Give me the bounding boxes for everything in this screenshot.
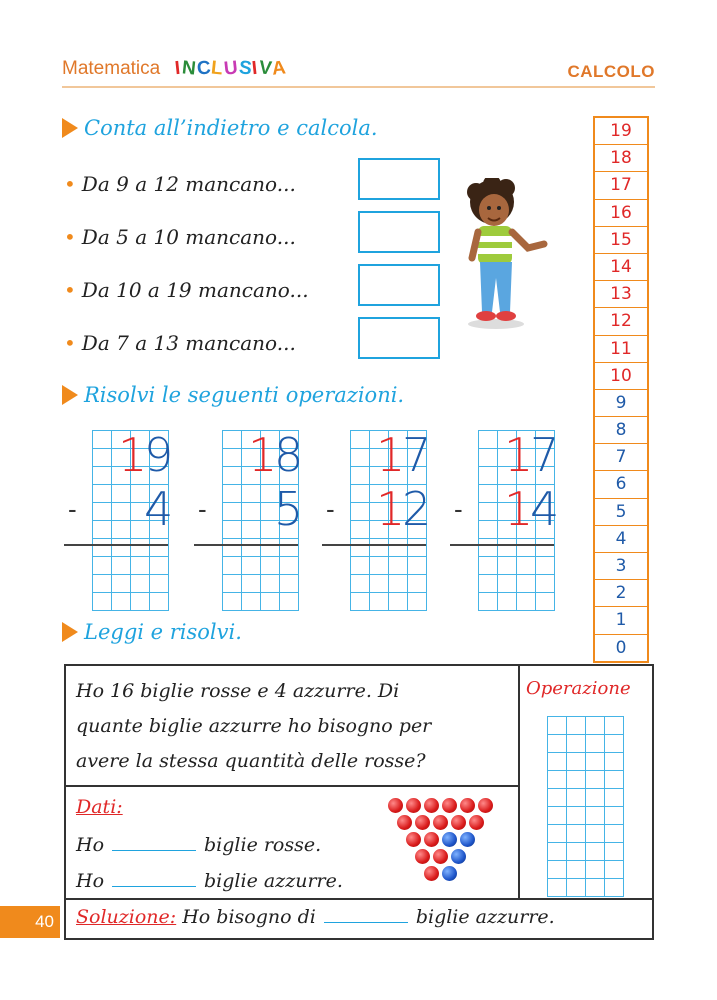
units-digit: 8: [274, 428, 304, 482]
blue-marble: [442, 832, 457, 847]
brand-letter: S: [237, 57, 254, 80]
question-row: • Da 10 a 19 mancano...: [64, 278, 309, 302]
red-marble: [433, 815, 448, 830]
question-row: • Da 7 a 13 mancano...: [64, 331, 296, 355]
red-marble: [451, 815, 466, 830]
red-marble: [460, 798, 475, 813]
number-strip-cell: 17: [595, 172, 647, 199]
number-strip-cell: 7: [595, 444, 647, 471]
solution-line: Soluzione: Ho bisogno di biglie azzurre.: [76, 906, 555, 928]
number-strip-cell: 16: [595, 200, 647, 227]
number-strip-cell: 11: [595, 336, 647, 363]
number-strip-cell: 3: [595, 553, 647, 580]
red-marble: [469, 815, 484, 830]
exercise3-title-text: Leggi e risolvi.: [84, 620, 242, 644]
tens-digit: 1: [376, 482, 406, 536]
tens-digit: 1: [248, 428, 278, 482]
red-marble: [424, 832, 439, 847]
blue-marble: [451, 849, 466, 864]
subject-label: Matematica: [62, 58, 161, 79]
question-row: • Da 9 a 12 mancano...: [64, 172, 296, 196]
number-strip-cell: 0: [615, 637, 627, 658]
blue-marble: [442, 866, 457, 881]
exercise2-title-text: Risolvi le seguenti operazioni.: [84, 383, 405, 407]
flag-icon: [62, 118, 78, 138]
tens-digit: 1: [376, 428, 406, 482]
result-line: [450, 544, 554, 546]
units-digit: 2: [402, 482, 432, 536]
units-digit: 7: [530, 428, 560, 482]
brand-letter: I: [251, 57, 260, 80]
data-label: Dati:: [76, 796, 123, 818]
operation-label: Operazione: [526, 678, 631, 699]
problem-divider-vertical: [518, 664, 520, 900]
question-row: • Da 5 a 10 mancano...: [64, 225, 296, 249]
number-strip: [593, 116, 649, 663]
brand-letter: V: [257, 57, 274, 80]
red-marble: [424, 866, 439, 881]
result-line: [64, 544, 168, 546]
exercise1-title: [62, 116, 378, 140]
brand-letter: L: [210, 57, 225, 80]
page-number: 40: [0, 906, 60, 938]
red-marble: [415, 815, 430, 830]
section-label: CALCOLO: [567, 62, 655, 81]
red-marble: [406, 798, 421, 813]
operation-grid[interactable]: [547, 716, 624, 897]
data-line-2: Ho biglie azzurre.: [76, 870, 343, 892]
red-marble: [478, 798, 493, 813]
brand-letter: I: [174, 57, 183, 80]
flag-icon: [62, 622, 78, 642]
problem-divider: [64, 785, 520, 787]
number-strip-cell: 1: [595, 607, 647, 634]
red-marble: [415, 849, 430, 864]
header-divider: [62, 86, 655, 88]
number-strip-cell: 19: [595, 118, 647, 145]
red-marble: [388, 798, 403, 813]
brand-letter: A: [271, 57, 288, 80]
brand-letter: C: [195, 57, 213, 80]
number-strip-cell: 12: [595, 308, 647, 335]
exercise2-title: [62, 383, 404, 407]
minus-sign: -: [326, 494, 335, 524]
exercise3-title: [62, 620, 242, 644]
units-digit: 7: [402, 428, 432, 482]
header-subject: [62, 58, 287, 80]
number-strip-cell: 14: [595, 254, 647, 281]
number-strip-cell: 8: [595, 417, 647, 444]
answer-box[interactable]: [358, 158, 440, 200]
minus-sign: -: [198, 494, 207, 524]
answer-box[interactable]: [358, 317, 440, 359]
number-strip-cell: 9: [595, 390, 647, 417]
brand-logo: [175, 58, 286, 79]
tens-digit: 1: [118, 428, 148, 482]
result-line: [322, 544, 426, 546]
blue-marble: [460, 832, 475, 847]
tens-digit: 1: [504, 428, 534, 482]
brand-letter: N: [180, 57, 198, 80]
problem-text: Ho 16 biglie rosse e 4 azzurre. Di quante biglie azzurre ho bisogno per avere la stessa quantità delle rosse?: [76, 680, 432, 772]
number-strip-cell: 18: [595, 145, 647, 172]
solution-label: Soluzione:: [76, 906, 177, 928]
number-strip-cell: 5: [595, 499, 647, 526]
flag-icon: [62, 385, 78, 405]
boy-illustration: [456, 178, 552, 334]
solution-divider: [64, 898, 654, 900]
red-marble: [406, 832, 421, 847]
minus-sign: -: [68, 494, 77, 524]
data-line-1: Ho biglie rosse.: [76, 834, 322, 856]
number-strip-cell: 2: [595, 580, 647, 607]
exercise1-title-text: Conta all’indietro e calcola.: [84, 116, 378, 140]
red-marble: [397, 815, 412, 830]
red-marble: [433, 849, 448, 864]
brand-letter: U: [222, 57, 240, 80]
units-digit: 9: [144, 428, 174, 482]
red-marble: [442, 798, 457, 813]
units-digit: 4: [144, 482, 174, 536]
number-strip-cell: 10: [595, 363, 647, 390]
number-strip-cell: 15: [595, 227, 647, 254]
answer-blank[interactable]: [112, 850, 196, 851]
number-strip-cell: 6: [595, 471, 647, 498]
result-line: [194, 544, 298, 546]
units-digit: 5: [274, 482, 304, 536]
number-strip-cell: 4: [595, 526, 647, 553]
answer-box[interactable]: [358, 211, 440, 253]
number-strip-cell: 13: [595, 281, 647, 308]
tens-digit: 1: [504, 482, 534, 536]
red-marble: [424, 798, 439, 813]
answer-box[interactable]: [358, 264, 440, 306]
units-digit: 4: [530, 482, 560, 536]
answer-blank[interactable]: [324, 922, 408, 923]
minus-sign: -: [454, 494, 463, 524]
answer-blank[interactable]: [112, 886, 196, 887]
